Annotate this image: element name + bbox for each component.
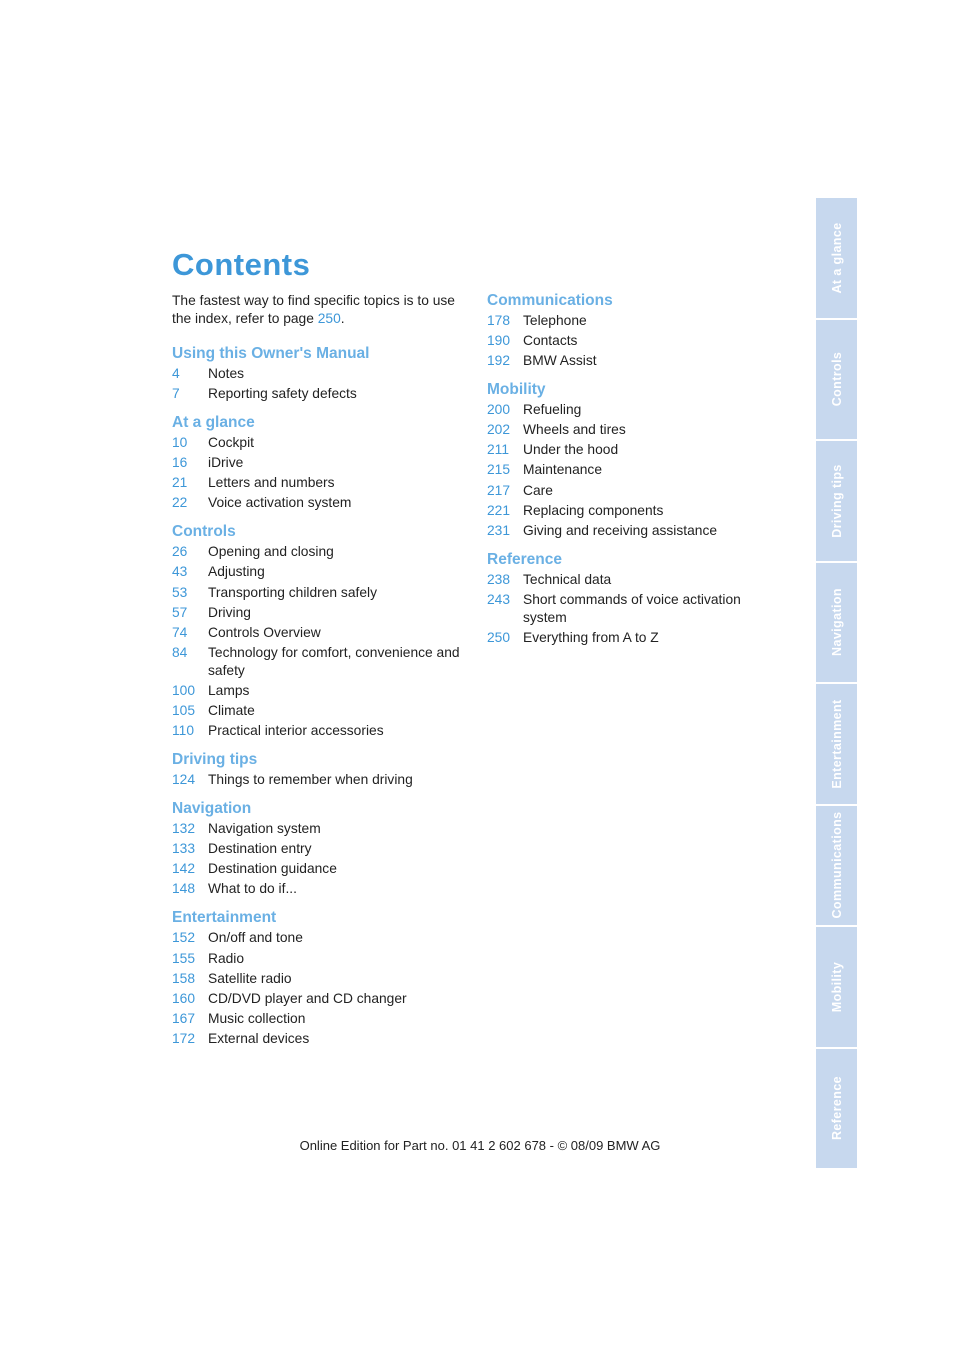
toc-page-number[interactable]: 192 — [487, 353, 511, 369]
toc-entry-label: Giving and receiving assistance — [523, 522, 718, 538]
section-title: Entertainment — [172, 909, 277, 927]
chapter-tab-label: At a glance — [829, 222, 844, 294]
section-title: Navigation — [172, 800, 252, 818]
toc-page-number[interactable]: 84 — [172, 644, 188, 660]
toc-entry[interactable] — [172, 563, 472, 581]
toc-entry[interactable] — [172, 644, 472, 680]
section-entertainment — [172, 908, 472, 1047]
footer-edition-note: Online Edition for Part no. 01 41 2 602 678 - © 08/09 BMW AG — [299, 1138, 661, 1153]
section-driving-tips — [172, 750, 472, 789]
toc-page-number[interactable]: 211 — [487, 442, 509, 458]
toc-entry-label: Transporting children safely — [208, 584, 377, 600]
toc-page-number[interactable]: 167 — [172, 1010, 196, 1026]
toc-entry[interactable] — [172, 494, 472, 512]
chapter-tab-label: Entertainment — [829, 699, 844, 789]
toc-page-number[interactable]: 74 — [172, 624, 188, 640]
toc-page-number[interactable]: 142 — [172, 861, 196, 877]
toc-page-number[interactable]: 26 — [172, 544, 188, 560]
section-title: Reference — [487, 550, 562, 568]
toc-entry-label: Refueling — [523, 402, 582, 418]
chapter-tab-label: Driving tips — [829, 463, 844, 538]
toc-entry[interactable] — [487, 461, 787, 479]
toc-entry[interactable] — [172, 702, 472, 720]
toc-entry[interactable] — [487, 312, 787, 330]
toc-entry-label: Telephone — [523, 313, 587, 328]
chapter-tab-label: Navigation — [829, 588, 844, 657]
toc-entry-label: Destination guidance — [208, 861, 337, 877]
toc-entry-label: Things to remember when driving — [208, 772, 413, 788]
toc-page-number[interactable]: 158 — [172, 970, 196, 986]
section-using-this-owner-s-manual — [172, 344, 472, 403]
toc-entry[interactable] — [172, 722, 472, 740]
toc-entry[interactable] — [487, 502, 787, 520]
toc-entry-label: What to do if... — [208, 881, 297, 897]
toc-page-number[interactable]: 231 — [487, 522, 511, 538]
toc-page-number[interactable]: 22 — [172, 495, 188, 511]
toc-page-number[interactable]: 110 — [172, 723, 194, 739]
toc-entry-label: Destination entry — [208, 841, 312, 857]
toc-entry[interactable] — [172, 584, 472, 602]
toc-page-number[interactable]: 190 — [487, 333, 511, 349]
toc-entry-label: Driving — [208, 604, 251, 620]
toc-entry-label: Controls Overview — [208, 624, 321, 640]
toc-entry[interactable] — [172, 385, 472, 403]
toc-entry-label: Opening and closing — [208, 544, 334, 560]
toc-page-number[interactable]: 178 — [487, 313, 511, 328]
chapter-tab-label: Communications — [829, 811, 844, 919]
toc-entry-label: Maintenance — [523, 462, 603, 478]
toc-entry[interactable] — [487, 441, 787, 459]
section-title: At a glance — [172, 414, 255, 432]
toc-page-number[interactable]: 155 — [172, 950, 196, 966]
toc-entry-label: External devices — [208, 1030, 310, 1046]
toc-entry[interactable] — [172, 820, 472, 838]
toc-entry[interactable] — [487, 522, 787, 540]
toc-page-number[interactable]: 243 — [487, 591, 511, 607]
chapter-tab-entertainment[interactable] — [816, 684, 857, 804]
toc-entry[interactable] — [172, 1030, 472, 1048]
toc-entry-label: Short commands of voice activation system — [523, 591, 741, 625]
toc-entry-label: iDrive — [208, 455, 244, 471]
section-title: Mobility — [487, 381, 546, 399]
toc-page-number[interactable]: 57 — [172, 604, 188, 620]
toc-entry-label: Music collection — [208, 1010, 306, 1026]
toc-entry-label: Notes — [208, 366, 245, 381]
toc-page-number[interactable]: 43 — [172, 564, 188, 580]
section-mobility — [487, 380, 787, 540]
toc-entry[interactable] — [487, 421, 787, 439]
toc-page-number[interactable]: 7 — [172, 386, 180, 402]
toc-page-number[interactable]: 172 — [172, 1030, 196, 1046]
section-navigation — [172, 799, 472, 898]
toc-entry[interactable] — [487, 352, 787, 370]
toc-page-number[interactable]: 217 — [487, 482, 511, 498]
intro-text: The fastest way to find specific topics is to use the index, refer to page — [172, 293, 455, 326]
toc-page-number[interactable]: 21 — [172, 475, 188, 491]
section-at-a-glance — [172, 413, 472, 512]
toc-entry-label: Under the hood — [523, 442, 619, 458]
chapter-tabs — [816, 198, 857, 1170]
toc-entry-label: Technology for comfort, convenience and safety — [208, 644, 460, 678]
toc-page-number[interactable]: 202 — [487, 422, 511, 438]
toc-entry-label: Letters and numbers — [208, 475, 335, 491]
toc-entry[interactable] — [487, 571, 787, 589]
toc-page-number[interactable]: 200 — [487, 402, 511, 418]
toc-page-number[interactable]: 221 — [487, 502, 511, 518]
toc-entry-label: Replacing components — [523, 502, 664, 518]
toc-entry[interactable] — [172, 543, 472, 561]
contents-right-column — [487, 291, 787, 657]
toc-entry[interactable] — [172, 771, 472, 789]
contents-left-column — [172, 344, 472, 1058]
toc-page-number[interactable]: 16 — [172, 455, 188, 471]
toc-entry[interactable] — [172, 990, 472, 1008]
toc-page-number[interactable]: 148 — [172, 881, 196, 897]
intro-paragraph — [172, 292, 472, 328]
toc-entry[interactable] — [487, 482, 787, 500]
toc-entry-label: Voice activation system — [208, 495, 352, 511]
toc-page-number[interactable]: 132 — [172, 821, 196, 837]
toc-entry[interactable] — [172, 1010, 472, 1028]
intro-end: . — [340, 311, 345, 326]
toc-page-number[interactable]: 100 — [172, 682, 196, 698]
page-title: Contents — [172, 246, 311, 282]
toc-entry[interactable] — [172, 950, 472, 968]
toc-page-number[interactable]: 238 — [487, 571, 511, 587]
chapter-tab-controls[interactable] — [816, 320, 857, 440]
toc-entry-label: Reporting safety defects — [208, 386, 357, 402]
toc-entry[interactable] — [172, 860, 472, 878]
section-title: Using this Owner's Manual — [172, 345, 370, 362]
toc-entry[interactable] — [172, 474, 472, 492]
toc-entry[interactable] — [172, 880, 472, 898]
toc-entry-label: Climate — [208, 703, 255, 719]
toc-entry-label: Navigation system — [208, 821, 321, 837]
toc-page-number[interactable]: 124 — [172, 772, 196, 788]
toc-entry-label: Cockpit — [208, 435, 255, 451]
toc-entry-label: BMW Assist — [523, 353, 597, 369]
toc-entry-label: On/off and tone — [208, 930, 303, 946]
section-title: Controls — [172, 523, 236, 541]
toc-entry[interactable] — [487, 591, 787, 627]
section-title: Communications — [487, 292, 613, 309]
toc-page-number[interactable]: 10 — [172, 435, 188, 451]
toc-page-number[interactable]: 250 — [487, 629, 511, 645]
section-reference — [487, 550, 787, 647]
toc-entry[interactable] — [487, 332, 787, 350]
toc-entry[interactable] — [172, 624, 472, 642]
toc-page-number[interactable]: 152 — [172, 930, 196, 946]
toc-page-number[interactable]: 53 — [172, 584, 188, 600]
chapter-tab-label: Mobility — [829, 961, 844, 1012]
toc-entry-label: Radio — [208, 950, 245, 966]
toc-entry-label: Lamps — [208, 682, 250, 698]
toc-entry[interactable] — [172, 365, 472, 383]
chapter-tab-at-a-glance[interactable] — [816, 198, 857, 318]
toc-entry-label: CD/DVD player and CD changer — [208, 990, 407, 1006]
chapter-tab-label: Controls — [829, 351, 844, 407]
toc-entry[interactable] — [487, 629, 787, 647]
toc-entry[interactable] — [172, 454, 472, 472]
toc-entry[interactable] — [172, 840, 472, 858]
toc-entry-label: Contacts — [523, 333, 578, 349]
toc-page-number[interactable]: 215 — [487, 462, 511, 478]
toc-page-number[interactable]: 160 — [172, 990, 196, 1006]
toc-entry-label: Adjusting — [208, 564, 265, 580]
toc-entry[interactable] — [172, 970, 472, 988]
toc-entry-label: Everything from A to Z — [523, 629, 659, 645]
chapter-tab-driving-tips[interactable] — [816, 441, 857, 561]
toc-page-number[interactable]: 133 — [172, 841, 196, 857]
toc-entry[interactable] — [172, 929, 472, 947]
section-controls — [172, 522, 472, 740]
toc-entry-label: Technical data — [523, 571, 612, 587]
section-title: Driving tips — [172, 751, 258, 769]
toc-entry-label: Wheels and tires — [523, 422, 626, 438]
toc-entry-label: Satellite radio — [208, 970, 292, 986]
chapter-tab-communications[interactable] — [816, 806, 857, 926]
toc-entry[interactable] — [487, 401, 787, 419]
chapter-tab-navigation[interactable] — [816, 563, 857, 683]
toc-page-number[interactable]: 4 — [172, 366, 180, 381]
toc-entry-label: Care — [523, 482, 553, 498]
toc-page-number[interactable]: 105 — [172, 703, 196, 719]
index-page-link[interactable]: 250 — [317, 311, 341, 326]
toc-entry[interactable] — [172, 434, 472, 452]
section-communications — [487, 291, 787, 370]
chapter-tab-label: Reference — [829, 1076, 844, 1141]
toc-entry[interactable] — [172, 682, 472, 700]
toc-entry-label: Practical interior accessories — [208, 723, 384, 739]
chapter-tab-mobility[interactable] — [816, 927, 857, 1047]
toc-entry[interactable] — [172, 604, 472, 622]
